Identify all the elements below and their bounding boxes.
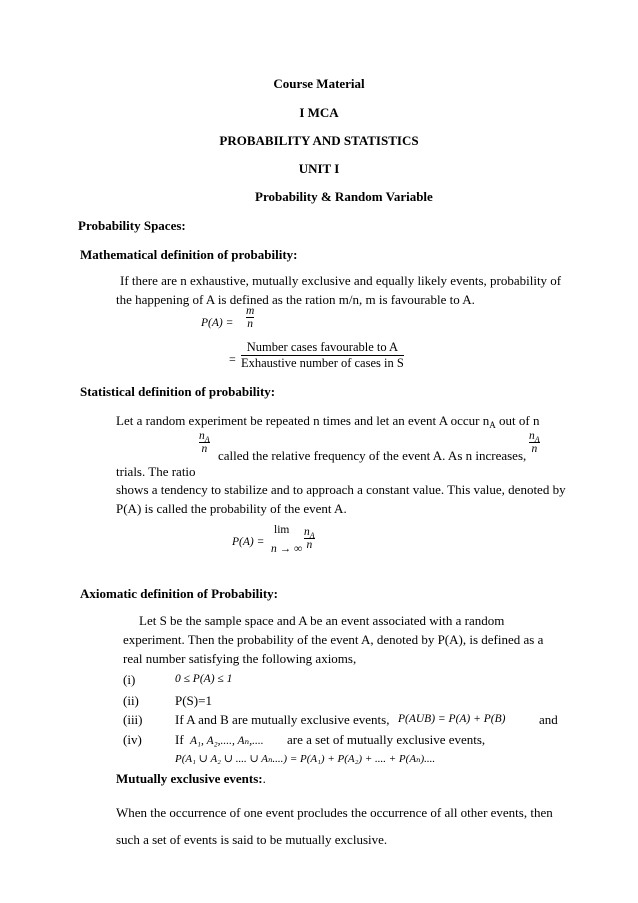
axiom-item-4-formula: A₁, A₂,...., Aₙ,.... — [190, 735, 264, 747]
heading-mutually-exclusive — [116, 771, 266, 787]
axiom-item-3-text: If A and B are mutually exclusive events, — [175, 712, 390, 727]
axiom-def-line-2: experiment. Then the probability of the event A, denoted by P(A), is defined as a — [123, 632, 544, 647]
ratio-denominator: Exhaustive number of cases in S — [241, 356, 404, 370]
stat-def-ratio-denominator-right: n — [531, 443, 538, 455]
limit-fraction-denominator: n — [306, 539, 313, 551]
math-def-ratio-fraction — [241, 340, 404, 371]
frac-n: n — [529, 430, 535, 442]
axiom-item-1-formula: 0 ≤ P(A) ≤ 1 — [175, 673, 233, 685]
stat-def-line-1-sub: A — [489, 420, 496, 430]
stat-def-ratio-numerator-right — [529, 430, 540, 442]
frac-n-sub: A — [534, 435, 540, 444]
axiom-item-4-text: If — [175, 732, 184, 747]
stat-def-ratio-fraction — [199, 430, 210, 455]
stat-def-line-3: shows a tendency to stabilize and to approach a constant value. This value, denoted by — [116, 482, 566, 497]
limit-fraction-numerator — [304, 526, 315, 538]
mutex-line-2: such a set of events is said to be mutually exclusive. — [116, 832, 388, 847]
frac-n-sub: A — [204, 435, 210, 444]
limit-word: lim — [274, 524, 290, 536]
limit-equation-lhs: P(A) = — [232, 536, 265, 548]
heading-probability-spaces: Probability Spaces: — [78, 218, 186, 233]
mutex-line-1: When the occurrence of one event procludes the occurrence of all other events, then — [116, 805, 553, 820]
heading-mathematical-definition: Mathematical definition of probability: — [80, 247, 298, 262]
math-def-fraction — [246, 305, 254, 330]
axiom-def-line-3: real number satisfying the following axioms, — [123, 651, 357, 666]
frac-n: n — [304, 526, 310, 538]
axiom-item-3-formula: P(AUB) = P(A) + P(B) — [398, 713, 506, 725]
axiom-item-4-tail: are a set of mutually exclusive events, — [287, 732, 486, 747]
frac-n-sub: A — [309, 531, 315, 540]
stat-def-trials-text: trials. The ratio — [116, 464, 196, 479]
axiom-item-2-text: P(S)=1 — [175, 693, 212, 708]
heading-statistical-definition: Statistical definition of probability: — [80, 384, 276, 399]
axiom-item-3-tail: and — [539, 712, 558, 727]
limit-fraction — [304, 526, 315, 551]
heading-axiomatic-definition: Axiomatic definition of Probability: — [80, 586, 279, 601]
stat-def-ratio-denominator: n — [201, 443, 208, 455]
axiom-item-3-number: (iii) — [123, 712, 143, 727]
frac-n: n — [199, 430, 205, 442]
stat-def-ratio-fraction-right — [529, 430, 540, 455]
limit-under: n → ∞ — [271, 543, 303, 555]
stat-def-ratio-numerator — [199, 430, 210, 442]
header-unit-title: Probability & Random Variable — [255, 189, 433, 204]
ratio-numerator: Number cases favourable to A — [246, 340, 399, 354]
stat-def-line-1 — [116, 413, 539, 429]
math-def-paragraph-1: If there are n exhaustive, mutually exclusive and equally likely events, probability of — [120, 273, 562, 288]
heading-mutually-exclusive-tail: . — [262, 771, 266, 786]
math-def-fraction-denominator: n — [247, 318, 254, 330]
math-def-fraction-numerator: m — [246, 305, 255, 317]
math-def-paragraph-2: the happening of A is defined as the ration m/n, m is favourable to A. — [116, 292, 475, 307]
header-program: I MCA — [299, 105, 339, 120]
header-subject: PROBABILITY AND STATISTICS — [219, 133, 419, 148]
header-course-material: Course Material — [273, 76, 365, 91]
axiom-item-1-number: (i) — [123, 672, 136, 687]
union-formula: P(A₁ ∪ A₂ ∪ .... ∪ Aₙ....) = P(A₁) + P(A₂) + .... + P(Aₙ).... — [175, 753, 436, 765]
math-def-equals: = — [229, 352, 236, 366]
stat-def-line-1-tail: out of n — [495, 413, 540, 428]
stat-def-middle-text: called the relative frequency of the event A. As n increases, — [218, 448, 527, 463]
axiom-def-line-1: Let S be the sample space and A be an event associated with a random — [139, 613, 505, 628]
axiom-item-2-number: (ii) — [123, 693, 139, 708]
heading-mutually-exclusive-text: Mutually exclusive events: — [116, 771, 263, 786]
stat-def-line-4: P(A) is called the probability of the event A. — [116, 501, 347, 516]
axiom-item-4-number: (iv) — [123, 732, 142, 747]
stat-def-line-1-text: Let a random experiment be repeated n times and let an event A occur n — [116, 413, 490, 428]
header-unit: UNIT I — [298, 161, 340, 176]
math-def-equation-lhs: P(A) = — [201, 317, 234, 329]
